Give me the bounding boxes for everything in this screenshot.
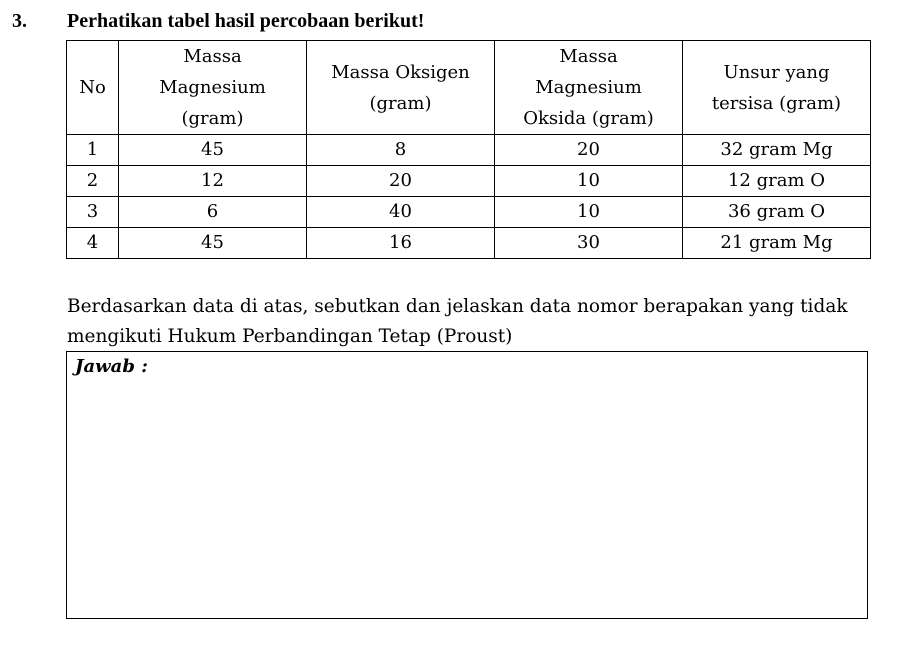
answer-box[interactable]	[66, 351, 868, 619]
cell-massa-o: 8	[307, 135, 495, 166]
cell-unsur-tersisa: 36 gram O	[683, 197, 871, 228]
cell-no: 3	[67, 197, 119, 228]
header-line: tersisa (gram)	[711, 92, 842, 114]
question-prompt: Berdasarkan data di atas, sebutkan dan jelaskan data nomor berapakan yang tidak mengikuti Hukum Perbandingan Tetap (Proust)	[67, 296, 848, 347]
table-row	[67, 135, 871, 166]
header-massa-oksigen	[307, 41, 495, 135]
table-header-row	[67, 41, 871, 135]
table-row	[67, 166, 871, 197]
cell-massa-mgo: 10	[495, 197, 683, 228]
table-row	[67, 197, 871, 228]
cell-massa-o: 16	[307, 228, 495, 259]
table-row	[67, 228, 871, 259]
header-no-line: No	[79, 77, 106, 98]
cell-unsur-tersisa: 32 gram Mg	[683, 135, 871, 166]
experiment-table	[66, 40, 871, 259]
header-line: Magnesium	[535, 77, 642, 98]
cell-no: 2	[67, 166, 119, 197]
cell-massa-o: 40	[307, 197, 495, 228]
cell-unsur-tersisa: 21 gram Mg	[683, 228, 871, 259]
cell-massa-mg: 6	[119, 197, 307, 228]
cell-massa-mgo: 10	[495, 166, 683, 197]
cell-unsur-tersisa: 12 gram O	[683, 166, 871, 197]
header-massa-magnesium	[119, 41, 307, 135]
question-title: Perhatikan tabel hasil percobaan berikut!	[67, 10, 425, 32]
cell-massa-mgo: 20	[495, 135, 683, 166]
header-line: Magnesium	[159, 77, 266, 98]
cell-no: 1	[67, 135, 119, 166]
header-line: Massa	[183, 46, 242, 67]
cell-massa-o: 20	[307, 166, 495, 197]
cell-no: 4	[67, 228, 119, 259]
next-question-cutoff	[0, 652, 917, 661]
header-line: Unsur yang	[723, 61, 830, 83]
header-line: (gram)	[181, 108, 244, 129]
header-unsur-tersisa	[683, 41, 871, 135]
header-line: Oksida (gram)	[523, 108, 654, 129]
header-line: (gram)	[369, 92, 432, 114]
header-line: Massa Oksigen	[331, 61, 470, 83]
header-no	[67, 41, 119, 135]
cell-massa-mg: 45	[119, 135, 307, 166]
header-line: Massa	[559, 46, 618, 67]
question-number: 3.	[12, 10, 27, 32]
cell-massa-mg: 12	[119, 166, 307, 197]
cell-massa-mg: 45	[119, 228, 307, 259]
cell-massa-mgo: 30	[495, 228, 683, 259]
header-massa-magnesium-oksida	[495, 41, 683, 135]
answer-label: Jawab :	[75, 356, 148, 377]
